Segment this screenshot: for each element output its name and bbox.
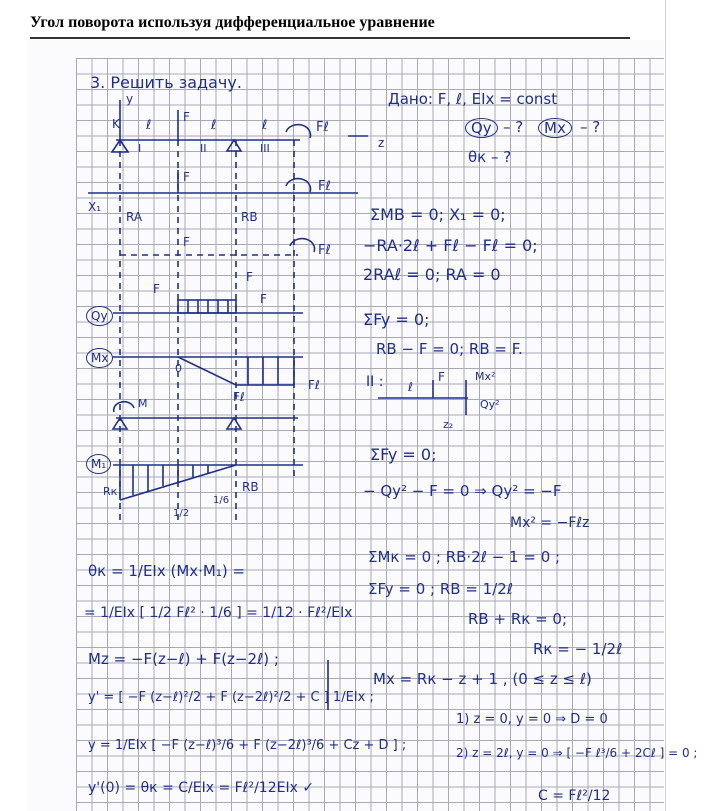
eq-bc-1: 1) z = 0, y = 0 ⇒ D = 0 bbox=[456, 712, 608, 727]
eq-theta-final: y'(0) = θк = C/EIx = Fℓ²/12EIx ✓ bbox=[88, 780, 315, 796]
eq-rk-value: Rк = − 1/2ℓ bbox=[533, 640, 623, 658]
label-x1: X₁ bbox=[88, 200, 102, 214]
label-f2: F bbox=[183, 170, 190, 184]
eq-mx2: Mx² = −Fℓz bbox=[510, 515, 590, 531]
label-fl1: Fℓ bbox=[316, 120, 329, 135]
section-ii-f: F bbox=[438, 370, 445, 384]
eq-theta-def: θк = 1/EIx (Mx·M₁) = bbox=[88, 562, 246, 580]
handwritten-notes-image bbox=[28, 40, 698, 811]
find-dash-2: – ? bbox=[580, 118, 601, 136]
eq-c-value: C = Fℓ²/12 bbox=[538, 788, 611, 804]
label-f4: F bbox=[246, 270, 253, 284]
page-title: Угол поворота используя дифференциальное уравнение bbox=[30, 14, 435, 31]
label-m: M bbox=[138, 397, 148, 410]
eq-mz: Mz = −F(z−ℓ) + F(z−2ℓ) ; bbox=[88, 650, 279, 668]
eq-sum-fy: ΣFy = 0; bbox=[363, 310, 430, 329]
label-rb2: RB bbox=[242, 480, 259, 494]
label-mx-diagram: Mx bbox=[86, 348, 113, 368]
label-zero: 0 bbox=[175, 362, 182, 375]
section-ii-l: ℓ bbox=[408, 380, 413, 394]
find-theta: θк – ? bbox=[468, 148, 512, 166]
label-fq1: F bbox=[153, 282, 160, 296]
eq-ra-zero: 2RAℓ = 0; RA = 0 bbox=[363, 265, 501, 284]
label-l2: ℓ bbox=[211, 118, 217, 133]
given-line: Дано: F, ℓ, EIx = const bbox=[388, 90, 558, 108]
eq-y: y = 1/EIx [ −F (z−ℓ)³/6 + F (z−2ℓ)³/6 + Cz + D ] ; bbox=[88, 738, 407, 753]
section-2: II bbox=[200, 142, 207, 155]
label-fq2: F bbox=[260, 292, 267, 306]
label-qy-diagram: Qy bbox=[86, 306, 113, 326]
label-k: K bbox=[112, 117, 120, 131]
eq-qy2: − Qy² − F = 0 ⇒ Qy² = −F bbox=[363, 482, 562, 500]
label-fl-mid: Fℓ bbox=[233, 390, 245, 404]
eq-bc-2: 2) z = 2ℓ, y = 0 ⇒ [ −F ℓ³/6 + 2Cℓ ] = 0 ; bbox=[456, 746, 698, 760]
section-ii-qy: Qy² bbox=[480, 398, 500, 411]
task-number: 3. Решить задачу. bbox=[90, 73, 242, 92]
label-ra: RA bbox=[126, 210, 143, 224]
section-ii-label: II : bbox=[366, 374, 384, 390]
find-dash-1: – ? bbox=[503, 118, 524, 136]
title-rule bbox=[30, 37, 630, 39]
label-f3: F bbox=[183, 235, 190, 249]
section-1: I bbox=[138, 142, 142, 155]
section-ii-z: z₂ bbox=[443, 418, 454, 431]
eq-y-prime: y' = [ −F (z−ℓ)²/2 + F (z−2ℓ)²/2 + C ] 1/EIx ; bbox=[88, 690, 374, 705]
label-l1: ℓ bbox=[146, 118, 152, 133]
label-fl3: Fℓ bbox=[318, 243, 331, 258]
label-m1-diagram: M₁ bbox=[86, 454, 111, 474]
eq-theta-result: = 1/EIx [ 1/2 Fℓ² · 1/6 ] = 1/12 · Fℓ²/EIx bbox=[84, 605, 353, 621]
section-ii-mx: Mx² bbox=[475, 370, 496, 383]
eq-rb-rk: RB + Rк = 0; bbox=[468, 610, 568, 628]
find-qy: Qy bbox=[465, 118, 498, 138]
eq-sum-mk: ΣMк = 0 ; RB·2ℓ − 1 = 0 ; bbox=[368, 548, 561, 566]
eq-rb-f: RB − F = 0; RB = F. bbox=[376, 340, 523, 358]
eq-mx-unit: Mx = Rк − z + 1 , (0 ≤ z ≤ ℓ) bbox=[373, 670, 592, 688]
label-rk: Rк bbox=[103, 485, 118, 498]
section-3: III bbox=[260, 142, 270, 155]
label-fl-end: Fℓ bbox=[308, 378, 320, 392]
label-l3: ℓ bbox=[262, 118, 268, 133]
eq-rb-value: ΣFy = 0 ; RB = 1/2ℓ bbox=[368, 580, 513, 598]
label-f1: F bbox=[183, 110, 190, 124]
label-rb: RB bbox=[241, 210, 258, 224]
label-y: y bbox=[126, 92, 134, 106]
label-half: 1/2 bbox=[173, 508, 190, 519]
find-mx: Mx bbox=[538, 118, 572, 138]
eq-ra-balance: −RA·2ℓ + Fℓ − Fℓ = 0; bbox=[363, 236, 538, 255]
label-fl2: Fℓ bbox=[318, 179, 331, 194]
label-z: z bbox=[378, 136, 385, 150]
label-sixth: 1/6 bbox=[213, 495, 230, 506]
eq-sum-fy-2: ΣFy = 0; bbox=[370, 445, 437, 464]
eq-sum-mb: ΣMB = 0; X₁ = 0; bbox=[370, 205, 506, 224]
